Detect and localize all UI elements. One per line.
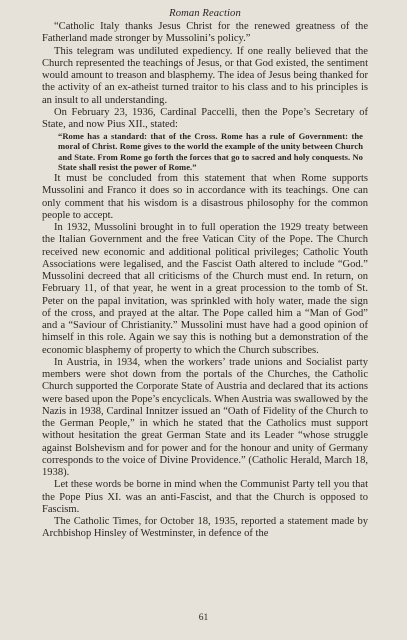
paragraph: In Austria, in 1934, when the workers’ trade unions and Socialist party members were shot down from the portals of the Churches, the Catholic Church supported the Corporate State of Austria and declared that its actions were based upon the Pope’s encyclicals. When Austria was swallowed by the Nazis in 1938, Cardinal Innitzer issued an “Oath of Fidelity of the Church to the German People,” in which he stated that the Catholics must support without hesitation the great German State and its Leader “whose struggle against Bolshevism and for power and for the honour and unity of Germany corresponds to the voice of Divine Providence.” (Catholic Herald, March 18, 1938).: [42, 356, 368, 479]
page-number: 61: [198, 613, 209, 623]
paragraph: “Catholic Italy thanks Jesus Christ for the renewed greatness of the Fatherland made stronger by Mussolini’s policy.”: [42, 21, 368, 45]
paragraph: On February 23, 1936, Cardinal Paccelli, then the Pope’s Secretary of State, and now Pius XII., stated:: [42, 106, 368, 130]
block-quote: “Rome has a standard: that of the Cross. Rome has a rule of Government: the moral of Christ. Rome gives to the world the example of the unity between Church and State. From Rome go forth the forces that go to sacred and holy conquests. No State shall resist the power of Rome.”: [58, 131, 363, 172]
paragraph: It must be concluded from this statement that when Rome supports Mussolini and Franco it does so in accordance with its teachings. One can only comment that his wisdom is a disastrous philosophy for the common people to accept.: [42, 173, 368, 221]
paragraph: This telegram was undiluted expediency. If one really believed that the Church represented the teachings of Jesus, or that God existed, the sentiment would amount to treason and blasphemy. The idea of Jesus being thanked for the activity of an ex-atheist turned traitor to his class and to his principles is an insult to all understanding.: [42, 45, 368, 106]
paragraph: In 1932, Mussolini brought in to full operation the 1929 treaty between the Italian Government and the free Vatican City of the Pope. The Church received new economic and additional political privileges; Catholic Youth Associations were legalised, and the Fascist Oath altered to include “God.” Mussolini decreed that all criticisms of the Church must end. In return, on February 11, of that year, he went in a great procession to the tomb of St. Peter on the papal invitation, was sprinkled with holy water, made the sign of the cross, and prayed at the altar. The Pope called him a “Man of God” and a “Saviour of Christianity.” Mussolini must have had a good opinion of himself in this role. Again we say this is nothing but a demonstration of the economic blasphemy of property to which the Church subscribes.: [42, 222, 368, 356]
running-head: Roman Reaction: [169, 8, 241, 19]
page-body: [42, 21, 368, 541]
paragraph: Let these words be borne in mind when the Communist Party tell you that the Pope Pius XI. was an anti-Fascist, and that the Church is opposed to Fascism.: [42, 479, 368, 515]
paragraph: The Catholic Times, for October 18, 1935, reported a statement made by Archbishop Hinsley of Westminster, in defence of the: [42, 516, 368, 540]
